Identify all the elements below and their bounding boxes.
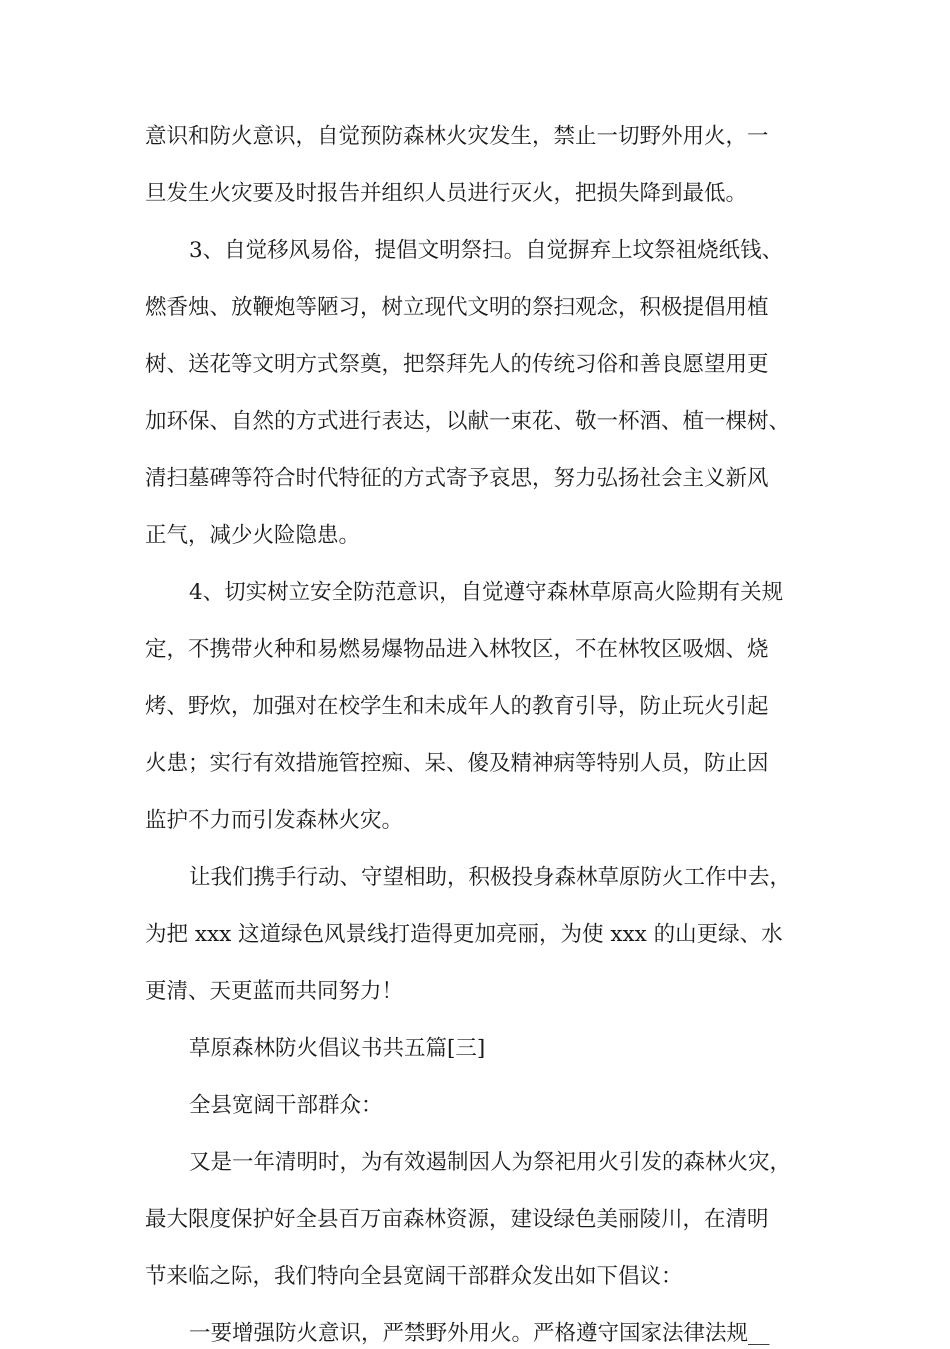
section-heading: 草原森林防火倡议书共五篇[三]	[189, 1036, 486, 1061]
text-line: 意识和防火意识，自觉预防森林火灾发生，禁止一切野外用火，一	[145, 124, 769, 149]
text-line: 烤、野炊，加强对在校学生和未成年人的教育引导，防止玩火引起	[145, 694, 769, 719]
text-line: 火患；实行有效措施管控痴、呆、傻及精神病等特别人员，防止因	[145, 751, 769, 776]
text-line: 最大限度保护好全县百万亩森林资源，建设绿色美丽陵川，在清明	[145, 1207, 769, 1232]
text-line: 清扫墓碑等符合时代特征的方式寄予哀思，努力弘扬社会主义新风	[145, 466, 769, 491]
paragraph-start: 又是一年清明时，为有效遏制因人为祭祀用火引发的森林火灾，	[189, 1150, 792, 1175]
paragraph-start: 4、切实树立安全防范意识，自觉遵守森林草原高火险期有关规	[189, 580, 784, 605]
text-line: 为把 xxx 这道绿色风景线打造得更加亮丽，为使 xxx 的山更绿、水	[145, 922, 783, 947]
text-line: 监护不力而引发森林火灾。	[145, 808, 404, 833]
text-line: 旦发生火灾要及时报告并组织人员进行灭火，把损失降到最低。	[145, 181, 748, 206]
text-line: 定，不携带火种和易燃易爆物品进入林牧区，不在林牧区吸烟、烧	[145, 637, 769, 662]
paragraph-start: 3、自觉移风易俗，提倡文明祭扫。自觉摒弃上坟祭祖烧纸钱、	[189, 238, 784, 263]
text-line: 加环保、自然的方式进行表达，以献一束花、敬一杯酒、植一棵树、	[145, 409, 791, 434]
paragraph-start: 让我们携手行动、守望相助，积极投身森林草原防火工作中去，	[189, 865, 792, 890]
text-line: 正气，减少火险隐患。	[145, 523, 361, 548]
salutation: 全县宽阔干部群众：	[189, 1093, 383, 1118]
text-line: 更清、天更蓝而共同努力！	[145, 979, 404, 1004]
text-line: 燃香烛、放鞭炮等陋习，树立现代文明的祭扫观念，积极提倡用植	[145, 295, 769, 320]
text-line: 节来临之际，我们特向全县宽阔干部群众发出如下倡议：	[145, 1264, 683, 1289]
paragraph-start: 一要增强防火意识，严禁野外用火。严格遵守国家法律法规__	[189, 1321, 770, 1346]
text-line: 树、送花等文明方式祭奠，把祭拜先人的传统习俗和善良愿望用更	[145, 352, 769, 377]
